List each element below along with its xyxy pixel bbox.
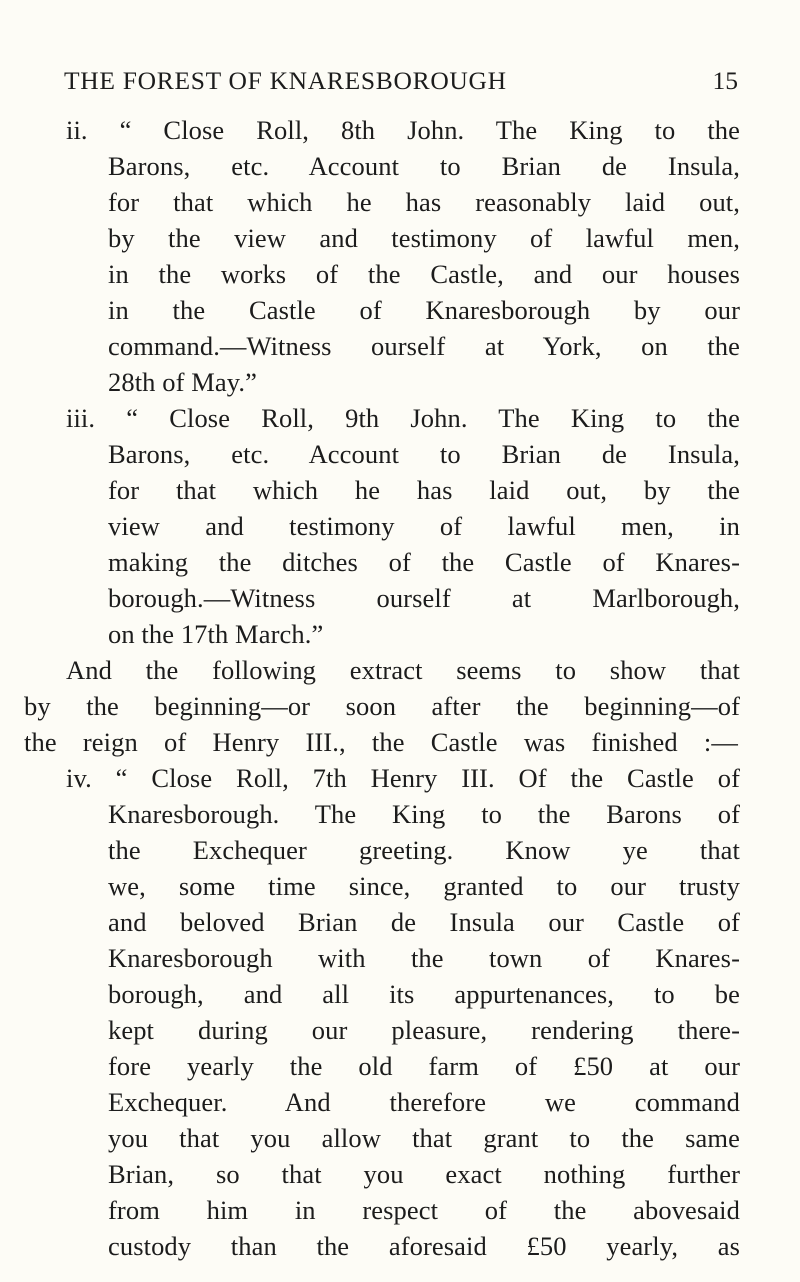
text-line: by the view and testimony of lawful men, <box>108 223 740 253</box>
text-line: on the 17th March.” <box>108 619 324 649</box>
text-line: iv. “ Close Roll, 7th Henry III. Of the Castle of <box>66 763 740 793</box>
text-line: in the works of the Castle, and our houses <box>108 259 740 289</box>
text-line: Barons, etc. Account to Brian de Insula, <box>108 439 740 469</box>
text-line: Barons, etc. Account to Brian de Insula, <box>108 151 740 181</box>
text-line: for that which he has reasonably laid out, <box>108 187 740 217</box>
text-line: 28th of May.” <box>108 367 257 397</box>
text-line: Brian, so that you exact nothing further <box>108 1159 740 1189</box>
text-line: kept during our pleasure, rendering there- <box>108 1015 740 1045</box>
page-number: 15 <box>712 66 738 95</box>
text-line: we, some time since, granted to our trusty <box>108 871 740 901</box>
text-line: Exchequer. And therefore we command <box>108 1087 740 1117</box>
text-line: ii. “ Close Roll, 8th John. The King to the <box>66 115 740 145</box>
text-line: by the beginning—or soon after the beginning—of <box>24 691 740 721</box>
text-line: And the following extract seems to show that <box>66 655 740 685</box>
text-line: Knaresborough. The King to the Barons of <box>108 799 740 829</box>
text-line: Knaresborough with the town of Knares- <box>108 943 740 973</box>
text-line: fore yearly the old farm of £50 at our <box>108 1051 740 1081</box>
text-line: from him in respect of the abovesaid <box>108 1195 740 1225</box>
text-line: in the Castle of Knaresborough by our <box>108 295 740 325</box>
text-line: borough.—Witness ourself at Marlborough, <box>108 583 740 613</box>
text-line: iii. “ Close Roll, 9th John. The King to the <box>66 403 740 433</box>
text-line: the Exchequer greeting. Know ye that <box>108 835 740 865</box>
text-line: making the ditches of the Castle of Knares- <box>108 547 740 577</box>
text-line: command.—Witness ourself at York, on the <box>108 331 740 361</box>
running-title: THE FOREST OF KNARESBOROUGH <box>64 66 507 95</box>
text-line: view and testimony of lawful men, in <box>108 511 740 541</box>
text-line: for that which he has laid out, by the <box>108 475 740 505</box>
text-line: custody than the aforesaid £50 yearly, as <box>108 1231 740 1261</box>
text-line: and beloved Brian de Insula our Castle of <box>108 907 740 937</box>
text-line: the reign of Henry III., the Castle was finished :— <box>24 727 738 757</box>
text-line: you that you allow that grant to the same <box>108 1123 740 1153</box>
text-line: borough, and all its appurtenances, to be <box>108 979 740 1009</box>
